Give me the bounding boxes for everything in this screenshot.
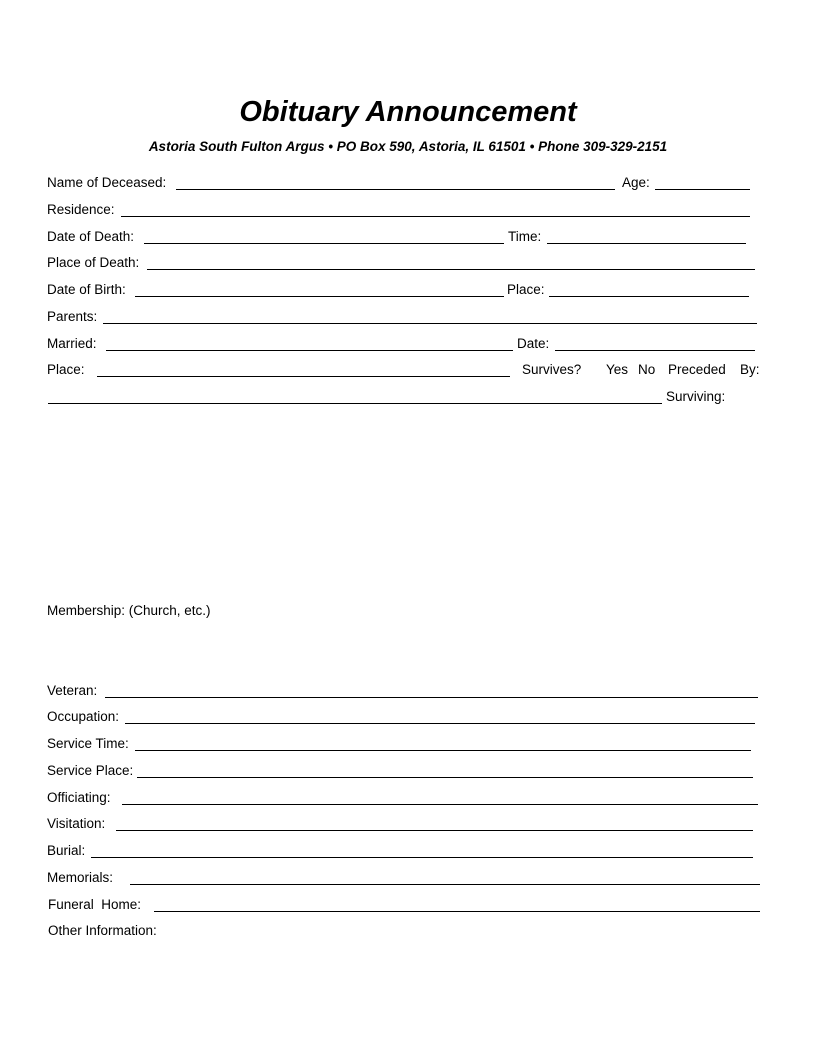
place-of-death-label: Place of Death: — [47, 255, 140, 270]
name-of-deceased-label: Name of Deceased: — [47, 175, 167, 190]
place-of-birth-label: Place: — [507, 282, 545, 297]
married-label: Married: — [47, 336, 97, 351]
married-place-label: Place: — [47, 362, 85, 377]
parents-label: Parents: — [47, 309, 98, 324]
veteran-label: Veteran: — [47, 683, 98, 698]
burial-field[interactable] — [91, 857, 753, 858]
by-label: By: — [740, 362, 760, 377]
newspaper-contact-line: Astoria South Fulton Argus • PO Box 590, Astoria, IL 61501 • Phone 309-329-2151 — [148, 139, 668, 154]
funeral-home-field[interactable] — [154, 911, 760, 912]
preceded-label: Preceded — [668, 362, 726, 377]
memorials-field[interactable] — [130, 884, 760, 885]
date-of-birth-label: Date of Birth: — [47, 282, 126, 297]
burial-label: Burial: — [47, 843, 86, 858]
visitation-field[interactable] — [116, 830, 753, 831]
date-of-death-label: Date of Death: — [47, 229, 135, 244]
officiating-field[interactable] — [122, 804, 758, 805]
residence-field[interactable] — [121, 216, 750, 217]
married-place-field[interactable] — [97, 376, 510, 377]
time-field[interactable] — [547, 243, 746, 244]
page-title: Obituary Announcement — [239, 96, 577, 128]
service-time-label: Service Time: — [47, 736, 129, 751]
service-place-label: Service Place: — [47, 763, 134, 778]
other-information-label: Other Information: — [48, 923, 157, 938]
age-field[interactable] — [655, 189, 750, 190]
name-of-deceased-field[interactable] — [176, 189, 615, 190]
visitation-label: Visitation: — [47, 816, 106, 831]
date-of-death-field[interactable] — [144, 243, 504, 244]
occupation-label: Occupation: — [47, 709, 120, 724]
married-place-continuation-field[interactable] — [48, 403, 662, 404]
survives-label: Survives? — [522, 362, 582, 377]
place-of-death-field[interactable] — [147, 269, 755, 270]
married-field[interactable] — [106, 350, 513, 351]
surviving-label: Surviving: — [666, 389, 726, 404]
funeral-home-label: Funeral Home: — [48, 897, 142, 912]
occupation-field[interactable] — [125, 723, 755, 724]
survives-no-option[interactable]: No — [638, 362, 656, 377]
married-date-field[interactable] — [555, 350, 755, 351]
veteran-field[interactable] — [105, 697, 758, 698]
time-label: Time: — [508, 229, 542, 244]
officiating-label: Officiating: — [47, 790, 111, 805]
residence-label: Residence: — [47, 202, 115, 217]
date-of-birth-field[interactable] — [135, 296, 504, 297]
memorials-label: Memorials: — [47, 870, 114, 885]
membership-label: Membership: (Church, etc.) — [47, 603, 211, 618]
age-label: Age: — [622, 175, 650, 190]
service-time-field[interactable] — [135, 750, 751, 751]
married-date-label: Date: — [517, 336, 550, 351]
survives-yes-option[interactable]: Yes — [606, 362, 629, 377]
parents-field[interactable] — [103, 323, 757, 324]
place-of-birth-field[interactable] — [549, 296, 749, 297]
service-place-field[interactable] — [137, 777, 753, 778]
